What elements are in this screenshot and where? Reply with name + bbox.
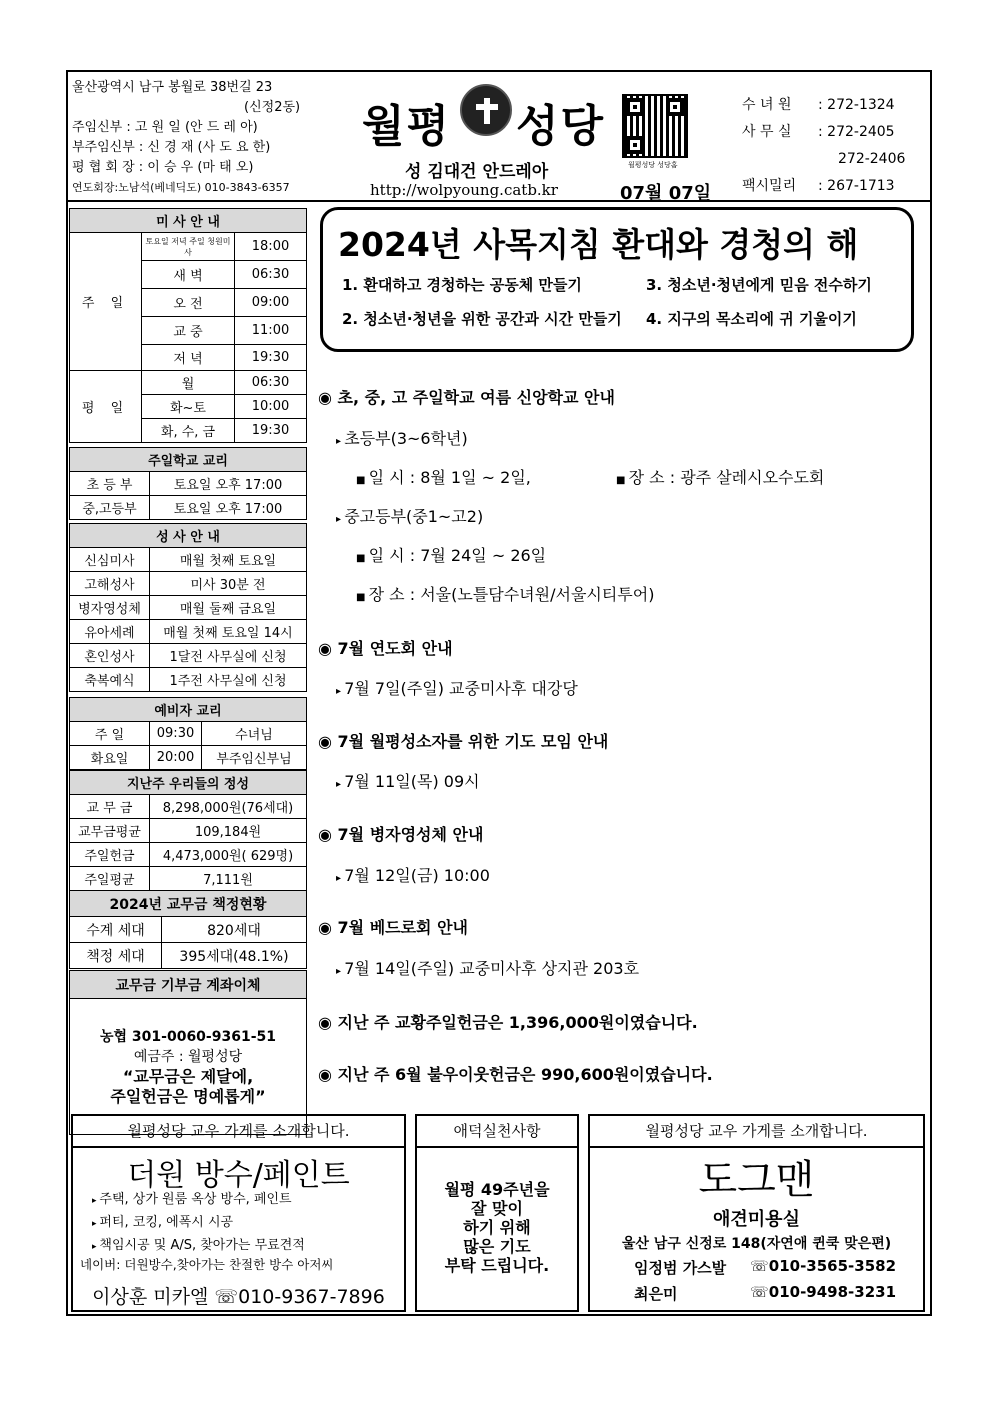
- mass-time: 19:30: [235, 345, 307, 371]
- mass-time: 06:30: [235, 261, 307, 289]
- sacrament-table: [69, 523, 307, 692]
- triangle-bullet-icon: ▸: [336, 779, 345, 790]
- ad-right-contact2-phone: ☏010-9498-3231: [750, 1283, 897, 1301]
- qr-caption: 월평성당 성당홈: [628, 161, 678, 169]
- dues-title: 2024년 교무금 책정현황: [70, 891, 307, 917]
- bullet-icon: ◉: [318, 732, 338, 751]
- sacrament-name: 고해성사: [70, 572, 150, 596]
- mass-name: 교 중: [142, 317, 235, 345]
- address-line1: 울산광역시 남구 봉월로 38번길 23: [72, 80, 273, 95]
- catechumen-title: 예비자 교리: [70, 698, 307, 722]
- account-holder: 예금주 : 월평성당: [133, 1048, 243, 1065]
- ad-middle-line: 많은 기도: [463, 1237, 531, 1256]
- catechumen-table: [69, 697, 307, 770]
- catechumen-time: 20:00: [150, 746, 202, 770]
- mass-name: 저 녁: [142, 345, 235, 371]
- header-info: [72, 78, 342, 198]
- catechumen-day: 화요일: [70, 746, 150, 770]
- announcement-6: ◉ 지난 주 교황주일헌금은 1,396,000원이였습니다.: [318, 1013, 698, 1032]
- bullet-icon: ◉: [318, 1065, 338, 1084]
- announcement-3-line: ▸ 7월 11일(목) 09시: [336, 772, 480, 791]
- square-bullet-icon: ■: [616, 475, 629, 486]
- account-number: 농협 301-0060-9361-51: [100, 1028, 276, 1045]
- ad-left-items: [92, 1189, 305, 1258]
- announcement-3-title: ◉ 7월 월평성소자를 위한 기도 모임 안내: [318, 732, 609, 751]
- ad-left-item: ▸ 주택, 상가 원룸 옥상 방수, 페인트: [92, 1192, 292, 1207]
- pastor: 주임신부 : 고 원 일 (안 드 레 아): [72, 120, 258, 135]
- dues-name: 책정 세대: [70, 943, 162, 969]
- ad-right-contact2-name: 최은미: [634, 1285, 678, 1303]
- slogan-line1: “교무금은 제달에,: [122, 1066, 254, 1086]
- bullet-icon: ◉: [318, 825, 338, 844]
- triangle-bullet-icon: ▸: [336, 873, 345, 884]
- banner-item-2: 2. 청소년·청년을 위한 공간과 시간 만들기: [342, 310, 622, 328]
- sacrament-value: 1주전 사무실에 신청: [150, 668, 307, 692]
- banner-title: 2024년 사목지침 환대와 경청의 해: [338, 225, 859, 264]
- slogan-line2: 주일헌금은 명예롭게”: [110, 1086, 266, 1106]
- ad-left-divider: [71, 1146, 406, 1148]
- church-name-right: 성당: [516, 101, 606, 152]
- banner-item-4: 4. 지구의 목소리에 귀 기울이기: [646, 310, 857, 328]
- sacrament-value: 매월 둘째 금요일: [150, 596, 307, 620]
- mass-time: 10:00: [235, 395, 307, 419]
- ad-left-item: ▸ 퍼티, 코킹, 에폭시 시공: [92, 1215, 234, 1230]
- ad-left-naver: 네이버: 더원방수,찾아가는 찬절한 방수 아저씨: [80, 1257, 334, 1272]
- offering-value: 4,473,000원( 629명): [150, 843, 307, 867]
- offering-value: 7,111원: [150, 867, 307, 891]
- mass-title: 미 사 안 내: [70, 209, 307, 233]
- sunday-school-table: [69, 447, 307, 520]
- class-time: 토요일 오후 17:00: [150, 472, 307, 496]
- triangle-bullet-icon: ▸: [336, 436, 345, 447]
- ad-middle-line: 월평 49주년을: [444, 1180, 550, 1199]
- offering-table: [69, 770, 307, 891]
- contacts: [742, 92, 905, 200]
- ad-right-contact1-phone: ☏010-3565-3582: [750, 1257, 897, 1275]
- qr-code-icon[interactable]: [622, 94, 688, 158]
- mass-time: 09:00: [235, 289, 307, 317]
- announcement-4-title: ◉ 7월 병자영성체 안내: [318, 825, 484, 844]
- mass-time: 11:00: [235, 317, 307, 345]
- announcement-1-sub1: ▸ 초등부(3~6학년): [336, 429, 468, 448]
- triangle-bullet-icon: ▸: [336, 686, 345, 697]
- ad-right-sub: 애견미용실: [713, 1209, 800, 1230]
- bullet-icon: ◉: [318, 918, 338, 937]
- assistant-pastor: 부주임신부 : 신 경 재 (사 도 요 한): [72, 140, 271, 155]
- announcement-1-sub2: ▸ 중고등부(중1~고2): [336, 507, 484, 526]
- council-president: 평 협 회 장 : 이 승 우 (마 태 오): [72, 160, 254, 175]
- mass-time: 18:00: [235, 233, 307, 261]
- announcement-2-line: ▸ 7월 7일(주일) 교중미사후 대강당: [336, 679, 578, 698]
- offering-value: 109,184원: [150, 819, 307, 843]
- offering-name: 주일평균: [70, 867, 150, 891]
- mass-name: 토요일 저녁 주일 청원미사: [142, 233, 235, 261]
- offering-name: 교 무 금: [70, 795, 150, 819]
- yeondo-president: 연도회장:노남석(베네딕도) 010-3843-6357: [72, 181, 290, 194]
- ad-left-contact: 이상훈 미카엘 ☏010-9367-7896: [92, 1286, 385, 1308]
- announcement-5-line: ▸ 7월 14일(주일) 교중미사후 상지관 203호: [336, 959, 640, 978]
- triangle-bullet-icon: ▸: [336, 966, 345, 977]
- ad-right-contact1-name: 임정범 가스발: [634, 1259, 727, 1277]
- ad-left-header: 월평성당 교우 가게를 소개합니다.: [127, 1122, 350, 1140]
- church-name-left: 월평: [362, 101, 452, 152]
- announcement-1-title: ◉ 초, 중, 고 주일학교 여름 신앙학교 안내: [318, 388, 615, 407]
- catechumen-time: 09:30: [150, 722, 202, 746]
- ad-middle-line: 잘 맞이: [471, 1199, 523, 1218]
- catechumen-day: 주 일: [70, 722, 150, 746]
- issue-date: 07월 07일: [620, 183, 712, 204]
- sacrament-name: 유아세례: [70, 620, 150, 644]
- mass-schedule-table: [69, 208, 307, 443]
- transfer-table: [69, 970, 307, 1135]
- offering-title: 지난주 우리들의 정성: [70, 771, 307, 795]
- ad-middle-divider: [415, 1146, 579, 1148]
- bullet-icon: ◉: [318, 639, 338, 658]
- dues-table: [69, 890, 307, 969]
- dues-name: 수계 세대: [70, 917, 162, 943]
- triangle-bullet-icon: ▸: [336, 514, 345, 525]
- offering-name: 교무금평균: [70, 819, 150, 843]
- contact-row: 팩시밀리 : 267-1713: [742, 178, 895, 194]
- sacrament-name: 병자영성체: [70, 596, 150, 620]
- sacrament-title: 성 사 안 내: [70, 524, 307, 548]
- class-name: 초 등 부: [70, 472, 150, 496]
- ad-left-name: 더원 방수/페인트: [127, 1158, 350, 1193]
- church-seal-icon: [460, 84, 512, 136]
- class-name: 중,고등부: [70, 496, 150, 520]
- mass-time: 06:30: [235, 371, 307, 395]
- mass-name: 화~토: [142, 395, 235, 419]
- dues-value: 395세대(48.1%): [162, 943, 307, 969]
- contact-row: 사 무 실 : 272-2405: [742, 124, 895, 140]
- announcement-1-sub1-date: ■ 일 시 : 8월 1일 ~ 2일,: [356, 468, 531, 487]
- ad-right-name: 도그맨: [698, 1157, 815, 1203]
- announcement-7: ◉ 지난 주 6월 불우이웃헌금은 990,600원이였습니다.: [318, 1065, 713, 1084]
- contact-row: 수 녀 원 : 272-1324: [742, 97, 895, 113]
- sacrament-value: 매월 첫째 토요일 14시: [150, 620, 307, 644]
- banner-item-3: 3. 청소년·청년에게 믿음 전수하기: [646, 276, 872, 294]
- announcement-4-line: ▸ 7월 12일(금) 10:00: [336, 866, 490, 885]
- transfer-title: 교무금 기부금 계좌이체: [70, 971, 307, 999]
- patron-saint: 성 김대건 안드레아: [405, 162, 549, 182]
- ad-right-address: 울산 남구 신정로 148(자연애 퀸쿡 맞은편): [621, 1236, 892, 1252]
- bullet-icon: ◉: [318, 388, 338, 407]
- sacrament-value: 미사 30분 전: [150, 572, 307, 596]
- catechumen-teacher: 수녀님: [202, 722, 307, 746]
- announcement-2-title: ◉ 7월 연도회 안내: [318, 639, 453, 658]
- offering-name: 주일헌금: [70, 843, 150, 867]
- banner-item-1: 1. 환대하고 경청하는 공동체 만들기: [342, 276, 582, 294]
- ad-middle-line: 하기 위해: [463, 1218, 531, 1237]
- contact-row: 272-2406: [838, 151, 906, 167]
- sunday-school-title: 주일학교 교리: [70, 448, 307, 472]
- bullet-icon: ◉: [318, 1013, 338, 1032]
- mass-name: 새 벽: [142, 261, 235, 289]
- announcement-1-sub1-place: ■ 장 소 : 광주 살레시오수도회: [616, 468, 825, 487]
- class-time: 토요일 오후 17:00: [150, 496, 307, 520]
- header-divider: [66, 200, 932, 202]
- square-bullet-icon: ■: [356, 475, 369, 486]
- ad-left-item: ▸ 책임시공 및 A/S, 찾아가는 무료견적: [92, 1238, 305, 1253]
- sacrament-name: 신심미사: [70, 548, 150, 572]
- announcement-5-title: ◉ 7월 베드로회 안내: [318, 918, 468, 937]
- sacrament-name: 혼인성사: [70, 644, 150, 668]
- sacrament-value: 매월 첫째 토요일: [150, 548, 307, 572]
- ad-middle-header: 애덕실천사항: [453, 1122, 541, 1140]
- ad-middle-text: [415, 1180, 579, 1275]
- sacrament-name: 축복예식: [70, 668, 150, 692]
- mass-name: 월: [142, 371, 235, 395]
- square-bullet-icon: ■: [356, 592, 369, 603]
- weekday-label: 평 일: [70, 371, 142, 443]
- offering-value: 8,298,000원(76세대): [150, 795, 307, 819]
- catechumen-teacher: 부주임신부님: [202, 746, 307, 770]
- mass-name: 오 전: [142, 289, 235, 317]
- address-line2: (신정2동): [244, 100, 301, 115]
- mass-name: 화, 수, 금: [142, 419, 235, 443]
- announcement-1-sub2-place: ■ 장 소 : 서울(노틀담수녀원/서울시티투어): [356, 585, 655, 604]
- mass-time: 19:30: [235, 419, 307, 443]
- sacrament-value: 1달전 사무실에 신청: [150, 644, 307, 668]
- announcement-1-sub2-date: ■ 일 시 : 7월 24일 ~ 26일: [356, 546, 547, 565]
- square-bullet-icon: ■: [356, 553, 369, 564]
- sunday-label: 주 일: [70, 233, 142, 371]
- website-link[interactable]: http://wolpyoung.catb.kr: [370, 181, 558, 199]
- ad-middle-line: 부탁 드립니다.: [444, 1256, 550, 1275]
- dues-value: 820세대: [162, 917, 307, 943]
- ad-right-header: 월평성당 교우 가게를 소개합니다.: [645, 1122, 868, 1140]
